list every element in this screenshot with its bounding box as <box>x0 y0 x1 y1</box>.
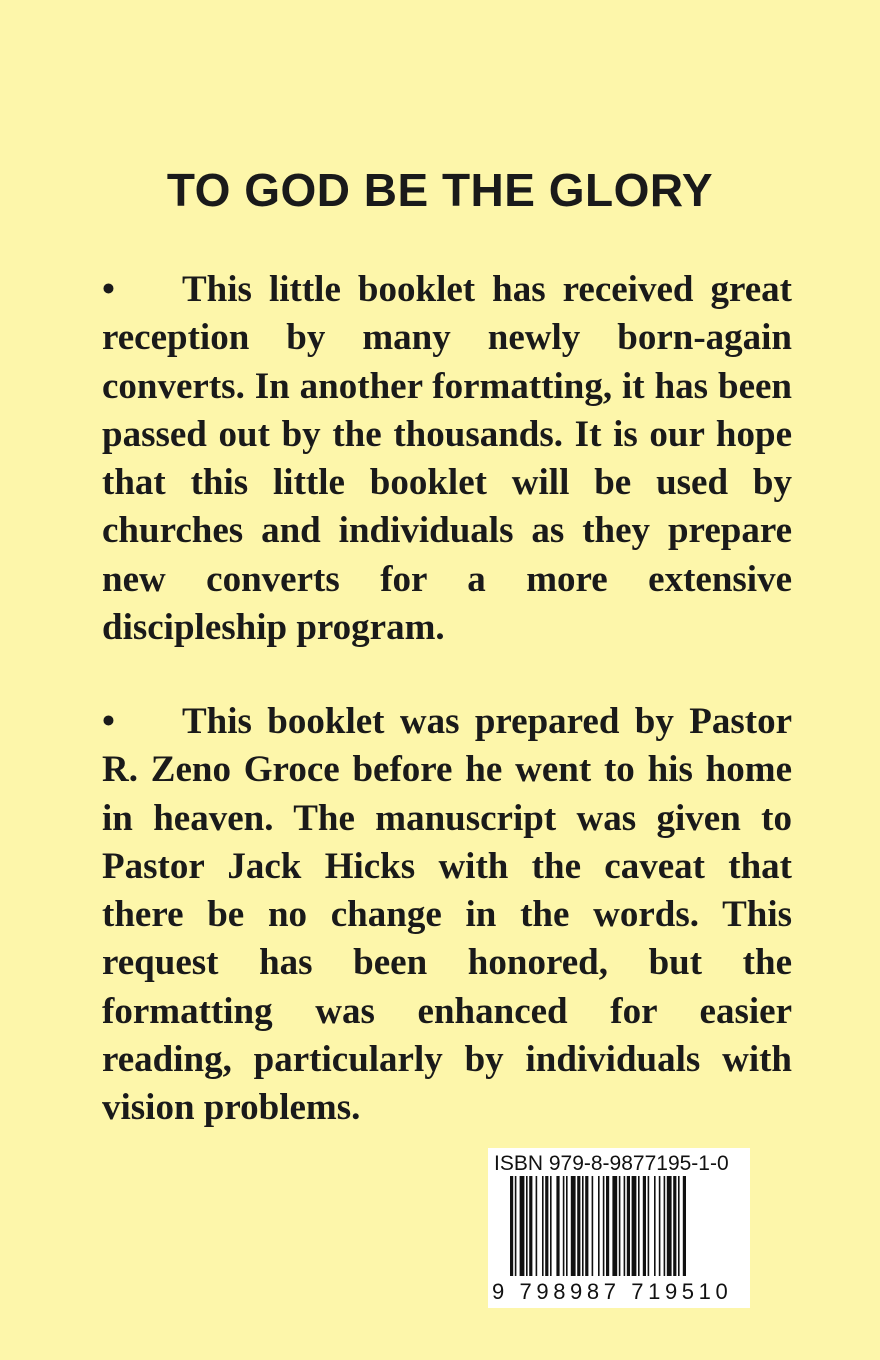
barcode-bar <box>627 1176 630 1276</box>
barcode-bar <box>678 1176 680 1276</box>
barcode-bar <box>659 1176 661 1276</box>
barcode-bar <box>654 1176 656 1276</box>
barcode-bar <box>526 1176 528 1276</box>
isbn-barcode <box>488 1148 750 1308</box>
barcode-bar <box>632 1176 637 1276</box>
barcode-bar <box>606 1176 609 1276</box>
barcode-bar <box>529 1176 532 1276</box>
bullet-marker: • <box>102 701 115 742</box>
book-title: TO GOD BE THE GLORY <box>166 164 714 216</box>
isbn-label: ISBN 979-8-9877195-1-0 <box>494 1152 729 1175</box>
barcode-bar <box>545 1176 548 1276</box>
barcode-bar <box>592 1176 594 1276</box>
barcode-bar <box>515 1176 517 1276</box>
barcode-bar <box>643 1176 646 1276</box>
bullet-marker: • <box>102 269 115 310</box>
barcode-bar <box>542 1176 544 1276</box>
author-note-paragraph <box>102 698 792 1133</box>
barcode-bar <box>577 1176 580 1276</box>
barcode-bar <box>510 1176 513 1276</box>
barcode-bar <box>673 1176 676 1276</box>
barcode-bar <box>550 1176 552 1276</box>
barcode-bar <box>638 1176 640 1276</box>
paragraph-text: This booklet was prepared by Pastor R. Zeno Groce before he went to his home in heaven. The manuscript was given to Pastor Jack Hicks with the caveat that there be no change in the words. This request has been honored, but the formatting was enhanced for easier reading, particularly by individuals with vision problems. <box>102 701 792 1129</box>
barcode-bar <box>563 1176 565 1276</box>
barcode-bar <box>683 1176 686 1276</box>
barcode-bar <box>624 1176 626 1276</box>
barcode-bar <box>520 1176 525 1276</box>
barcode-bar <box>585 1176 588 1276</box>
barcode-bar <box>571 1176 576 1276</box>
barcode-bar <box>648 1176 650 1276</box>
barcode-bar <box>619 1176 621 1276</box>
barcode-bar <box>536 1176 538 1276</box>
barcode-bar <box>598 1176 600 1276</box>
barcode-digits: 9 798987 719510 <box>492 1279 733 1304</box>
barcode-bar <box>566 1176 568 1276</box>
barcode-bar <box>582 1176 584 1276</box>
paragraph-text: This little booklet has received great reception by many newly born-again converts. In another formatting, it has been passed out by the thousands. It is our hope that this little booklet will be used by churches and individuals as they prepare new converts for a more extensive discipleship program. <box>102 269 792 649</box>
barcode-bar <box>603 1176 605 1276</box>
barcode-bar <box>612 1176 617 1276</box>
barcode-bar <box>667 1176 672 1276</box>
barcode-bar <box>556 1176 559 1276</box>
description-paragraph <box>102 266 792 652</box>
barcode-bar <box>664 1176 666 1276</box>
